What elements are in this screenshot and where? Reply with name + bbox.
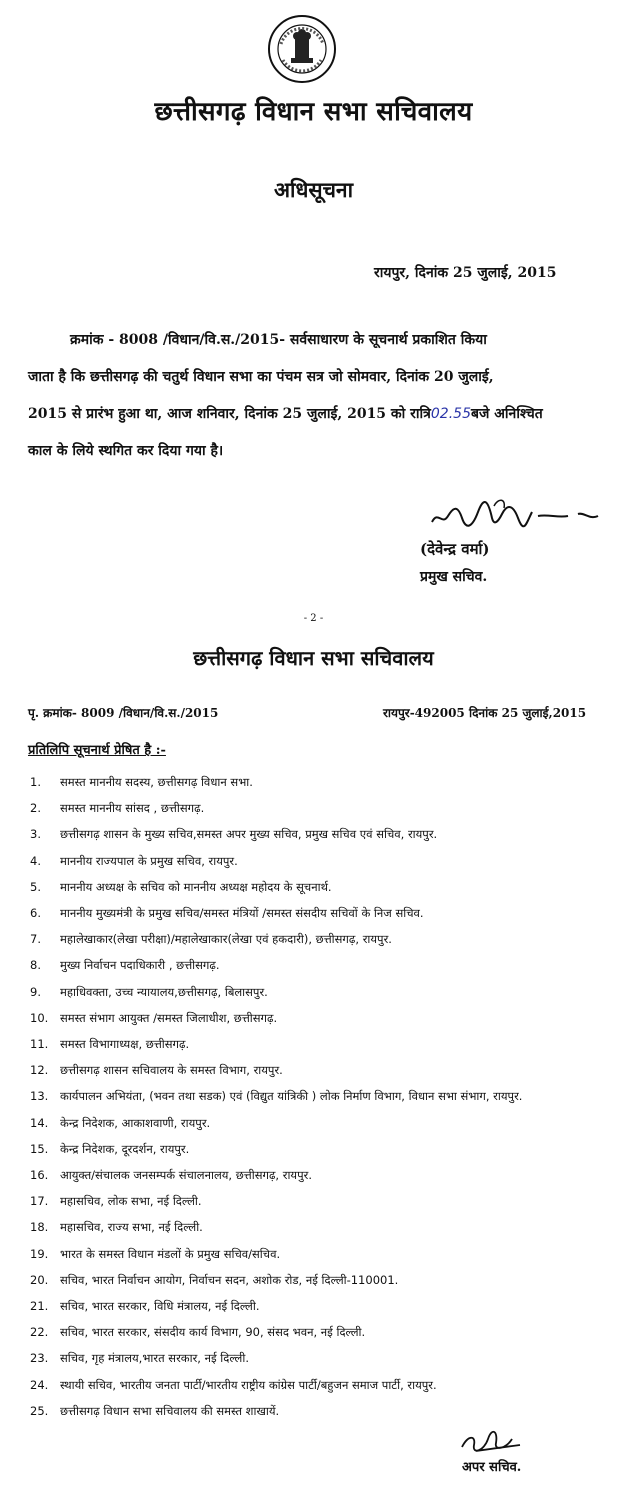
list-item — [0, 1063, 627, 1089]
list-item-text: छत्तीसगढ़ विधान सभा सचिवालय की समस्त शाखायें. — [60, 1403, 280, 1418]
list-item-text: सचिव, भारत सरकार, विधि मंत्रालय, नई दिल्ली. — [60, 1299, 260, 1313]
list-item — [0, 827, 627, 853]
list-item-number: 12. — [30, 1063, 49, 1078]
list-item-text: महाधिवक्ता, उच्च न्यायालय,छत्तीसगढ़, बिलासपुर. — [60, 984, 268, 999]
notification-body — [28, 322, 600, 470]
reference-date: रायपुर-492005 दिनांक 25 जुलाई,2015 — [383, 706, 587, 720]
notification-line-3: 2015 से प्रारंभ हुआ था, आज शनिवार, दिनांक 25 जुलाई, 2015 को रात्रि02.55बजे अनिश्चित — [28, 406, 543, 422]
list-item-text: समस्त माननीय सदस्य, छत्तीसगढ़ विधान सभा. — [60, 775, 253, 789]
notification-date: रायपुर, दिनांक 25 जुलाई, 2015 — [374, 265, 557, 281]
list-item — [0, 1378, 627, 1404]
list-item-text: माननीय राज्यपाल के प्रमुख सचिव, रायपुर. — [60, 853, 238, 868]
list-item-text: छत्तीसगढ़ शासन सचिवालय के समस्त विभाग, रायपुर. — [60, 1063, 283, 1078]
list-item-number: 17. — [30, 1194, 49, 1209]
list-item-number: 24. — [30, 1377, 49, 1392]
list-item-text: महालेखाकार(लेखा परीक्षा)/महालेखाकार(लेखा एवं हकदारी), छत्तीसगढ़, रायपुर. — [60, 932, 392, 947]
list-item-text: समस्त संभाग आयुक्त /समस्त जिलाधीश, छत्तीसगढ़. — [60, 1010, 278, 1025]
principal-secretary-name: (देवेन्द्र वर्मा) — [420, 540, 490, 558]
list-item — [0, 1168, 627, 1194]
list-item-number: 9. — [30, 984, 41, 999]
additional-secretary-signature — [456, 1425, 526, 1455]
list-item-number: 3. — [30, 827, 41, 842]
list-item — [0, 801, 627, 827]
principal-secretary-designation: प्रमुख सचिव. — [420, 569, 488, 585]
list-item-number: 1. — [30, 775, 41, 789]
list-item — [0, 1142, 627, 1168]
list-item — [0, 1299, 627, 1325]
notification-line-4: काल के लिये स्थगित कर दिया गया है। — [28, 443, 224, 459]
list-item-text: कार्यपालन अभियंता, (भवन तथा सडक) एवं (विद्युत यांत्रिकी ) लोक निर्माण विभाग, विधान सभा संभाग, रायपुर. — [60, 1089, 523, 1104]
list-item-text: महासचिव, राज्य सभा, नई दिल्ली. — [60, 1220, 203, 1235]
list-item-number: 6. — [30, 906, 41, 920]
list-item-text: मुख्य निर्वाचन पदाधिकारी , छत्तीसगढ़. — [60, 958, 220, 973]
list-item — [0, 1011, 627, 1037]
copy-to-heading: प्रतिलिपि सूचनार्थ प्रेषित है :- — [28, 743, 166, 758]
list-item-text: समस्त माननीय सांसद , छत्तीसगढ़. — [60, 801, 205, 816]
notification-line-2: जाता है कि छत्तीसगढ़ की चतुर्थ विधान सभा का पंचम सत्र जो सोमवार, दिनांक 20 जुलाई, — [28, 369, 494, 385]
list-item-number: 2. — [30, 801, 41, 816]
list-item-number: 13. — [30, 1089, 49, 1104]
list-item-number: 11. — [30, 1037, 49, 1051]
list-item-number: 25. — [30, 1403, 49, 1418]
additional-secretary-designation: अपर सचिव. — [462, 1460, 522, 1475]
list-item-number: 15. — [30, 1141, 49, 1156]
list-item-text: सचिव, गृह मंत्रालय,भारत सरकार, नई दिल्ली. — [60, 1351, 249, 1366]
list-item-text: सचिव, भारत सरकार, संसदीय कार्य विभाग, 90, संसद भवन, नई दिल्ली. — [60, 1325, 366, 1340]
list-item-text: केन्द्र निदेशक, दूरदर्शन, रायपुर. — [60, 1141, 190, 1156]
list-item — [0, 775, 627, 801]
list-item-text: माननीय अध्यक्ष के सचिव को माननीय अध्यक्ष महोदय के सूचनार्थ. — [60, 879, 332, 894]
list-item — [0, 880, 627, 906]
list-item-number: 16. — [30, 1168, 49, 1182]
list-item — [0, 1351, 627, 1377]
list-item — [0, 1273, 627, 1299]
list-item — [0, 985, 627, 1011]
handwritten-time: 02.55 — [430, 406, 471, 422]
reference-number: पृ. क्रमांक- 8009 /विधान/वि.स./2015 — [28, 706, 219, 720]
list-item-text: छत्तीसगढ़ शासन के मुख्य सचिव,समस्त अपर मुख्य सचिव, प्रमुख सचिव एवं सचिव, रायपुर. — [60, 827, 438, 842]
list-item-number: 8. — [30, 958, 41, 973]
list-item — [0, 1325, 627, 1351]
list-item-number: 21. — [30, 1299, 49, 1313]
list-item-text: स्थायी सचिव, भारतीय जनता पार्टी/भारतीय राष्ट्रीय कांग्रेस पार्टी/बहुजन समाज पार्टी, रायपुर. — [60, 1377, 437, 1392]
list-item-number: 10. — [30, 1010, 49, 1025]
assembly-emblem-icon — [267, 14, 337, 84]
list-item-text: भारत के समस्त विधान मंडलों के प्रमुख सचिव/सचिव. — [60, 1246, 281, 1261]
list-item-text: सचिव, भारत निर्वाचन आयोग, निर्वाचन सदन, अशोक रोड, नई दिल्ली-110001. — [60, 1272, 399, 1287]
list-item-number: 18. — [30, 1220, 49, 1235]
copy-section-title: छत्तीसगढ़ विधान सभा सचिवालय — [193, 646, 434, 670]
list-item-number: 14. — [30, 1115, 49, 1130]
list-item-text: माननीय मुख्यमंत्री के प्रमुख सचिव/समस्त मंत्रियों /समस्त संसदीय सचिवों के निज सचिव. — [60, 906, 424, 920]
list-item — [0, 932, 627, 958]
list-item — [0, 1037, 627, 1063]
page-number: - 2 - — [303, 613, 324, 624]
list-item-number: 19. — [30, 1246, 49, 1261]
list-item — [0, 1247, 627, 1273]
list-item — [0, 1220, 627, 1246]
list-item-number: 20. — [30, 1272, 49, 1287]
list-item-text: महासचिव, लोक सभा, नई दिल्ली. — [60, 1194, 202, 1209]
list-item-number: 7. — [30, 932, 41, 947]
list-item-number: 23. — [30, 1351, 49, 1366]
list-item — [0, 1116, 627, 1142]
list-item-text: आयुक्त/संचालक जनसम्पर्क संचालनालय, छत्तीसगढ़, रायपुर. — [60, 1168, 312, 1182]
list-item — [0, 1194, 627, 1220]
secretariat-title: छत्तीसगढ़ विधान सभा सचिवालय — [154, 97, 473, 127]
list-item — [0, 958, 627, 984]
list-item-number: 5. — [30, 879, 41, 894]
list-item-text: समस्त विभागाध्यक्ष, छत्तीसगढ़. — [60, 1037, 190, 1051]
list-item-number: 4. — [30, 853, 41, 868]
notification-line-1: क्रमांक - 8008 /विधान/वि.स./2015- सर्वसाधारण के सूचनार्थ प्रकाशित किया — [70, 332, 487, 348]
list-item — [0, 854, 627, 880]
list-item-number: 22. — [30, 1325, 49, 1340]
list-item — [0, 1089, 627, 1115]
list-item — [0, 1404, 627, 1430]
list-item — [0, 906, 627, 932]
list-item-text: केन्द्र निदेशक, आकाशवाणी, रायपुर. — [60, 1115, 211, 1130]
notification-title: अधिसूचना — [273, 177, 354, 202]
principal-secretary-signature — [428, 492, 603, 532]
